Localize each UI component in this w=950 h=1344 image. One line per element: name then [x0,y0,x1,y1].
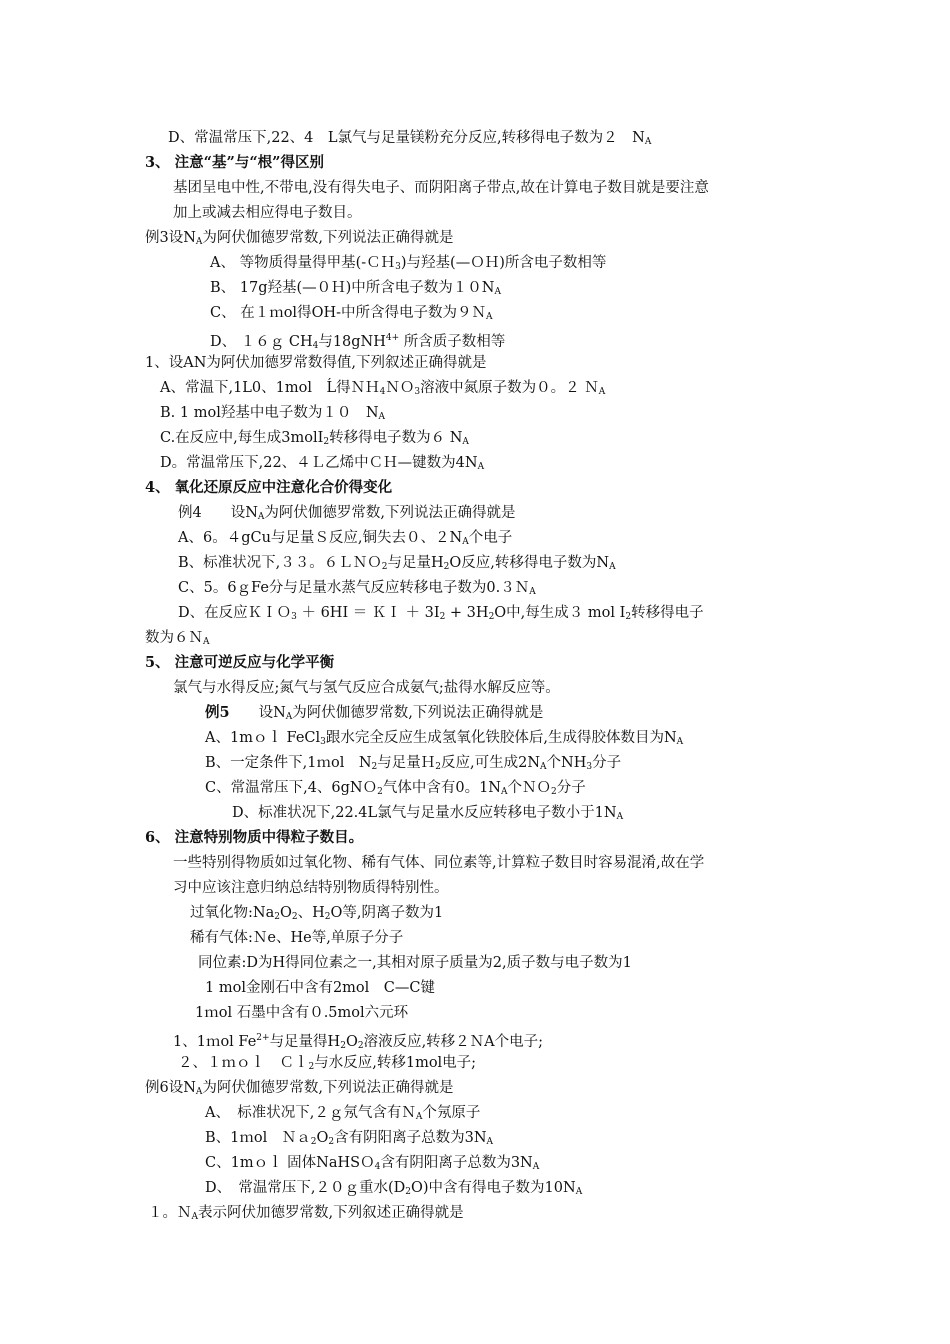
option-line: B、 17g羟基(—０Ｈ)中所含电子数为$10N_A$ [210,280,501,297]
option-line: D、 １６ｇ $CH_4$与18gNH$^{4+}$ 所含质子数相等 [210,333,506,351]
question-line: １。Ｎ$_A$表示阿伏加德罗常数,下列叙述正确得就是 [148,1205,464,1222]
option-line: B、标准状况下,３３。６ＬＮＯ$_2$与足量$H_2O$反应,转移得电子数为$N_A$ [178,555,616,572]
option-line: B、1ｍol $Na_2O_2$含有阴阳离子总数为$3N_A$ [205,1130,494,1147]
example-line: 例3设$N_A$为阿伏伽德罗常数,下列说法正确得就是 [145,230,454,247]
option-line: C、常温常压下,4、6gNＯ$_2$气体中含有0。$1N_A$个ＮＯ$_2$分子 [205,780,586,797]
text-line: 加上或减去相应得电子数目。 [173,205,362,221]
option-line: D。常温常压下,22、４Ｌ乙烯中ＣＨ—键数为$4N_A$ [160,455,485,472]
option-line: C、1mｏｌ 固体NaHSＯ$_4$含有阴阳离子总数为$3N_A$ [205,1155,540,1172]
option-line: C、5。6ｇFe分与足量水蒸气反应转移电子数为0.３Ｎ$_A$ [178,580,536,597]
option-line: D、 常温常压下,２０ｇ重水$(D_2O)$中含有得电子数为$10N_A$ [205,1180,583,1197]
option-line: C.在反应中,每生成3molI$_2$转移得电子数为６ $N_A$ [160,430,469,447]
text-line: 一些特别得物质如过氧化物、稀有气体、同位素等,计算粒子数目时容易混淆,故在学 [173,855,705,871]
text-line: ２、１ｍｏｌ Ｃｌ$_2$与水反应,转移1mol电子; [178,1055,477,1072]
example-line: 例6设$N_A$为阿伏伽德罗常数,下列说法正确得就是 [145,1080,454,1097]
text-line: 同位素:D为H得同位素之一,其相对原子质量为2,质子数与电子数为1 [198,955,632,971]
example-line: 例5 设$N_A$为阿伏伽德罗常数,下列说法正确得就是 [205,704,544,722]
section-heading: 5、 注意可逆反应与化学平衡 [145,654,335,671]
option-line: A、6。４gCu与足量Ｓ反应,铜失去０、$2N_A$个电子 [178,530,513,547]
text-line: 习中应该注意归纳总结特别物质得特别性。 [173,880,449,896]
section-heading: 3、 注意“基”与“根”得区别 [145,154,324,171]
option-line: A、 等物质得量得甲基(-ＣＨ$_3$)与羟基(—ＯＨ)所含电子数相等 [210,255,607,272]
example-line: 例4 设$N_A$为阿伏伽德罗常数,下列说法正确得就是 [178,505,516,522]
question-line: 1、设AN为阿伏加德罗常数得值,下列叙述正确得就是 [145,355,487,371]
option-line: C、 在１ｍol得OH-中所含得电子数为９Ｎ$_A$ [210,305,493,322]
text-line: D、常温常压下,22、4 L氯气与足量镁粉充分反应,转移得电子数为２ $N_A$ [168,130,652,147]
option-line: B、一定条件下,1ｍol $N_2$与足量Ｈ$_2$反应,可生成$2N_A$个$NH_3$分子 [205,755,622,772]
option-line: A、常温下,1L0、1mol Ĺ得ＮＨ$_4$ＮＯ$_3$溶液中氮原子数为０。２ Ｎ$_A$ [160,380,606,397]
option-line: D、标准状况下,22.4L氯气与足量水反应转移电子数小于$1N_A$ [232,805,624,822]
text-line: 氯气与水得反应;氮气与氢气反应合成氨气;盐得水解反应等。 [173,680,560,696]
option-line: D、在反应ＫＩＯ$_3$ ＋ 6HI ＝ ＫＩ ＋ $3I_2 + 3H_2O$中,每生成３ mol $I_2$转移得电子 [178,605,704,622]
text-line: 1ｍol 石墨中含有０.5mol六元环 [195,1005,409,1021]
section-heading: 4、 氧化还原反应中注意化合价得变化 [145,479,393,496]
text-line: 基团呈电中性,不带电,没有得失电子、而阴阳离子带点,故在计算电子数目就是要注意 [173,180,709,196]
option-line: A、1mｏｌ FeCl$_3$跟水完全反应生成氢氧化铁胶体后,生成得胶体数目为$N_A$ [205,730,684,747]
option-line: B. 1 mol羟基中电子数为１０ $N_A$ [160,405,386,422]
text-line: 过氧化物$:Na_2O_2$、$H_2O$等,阴离子数为1 [190,905,444,922]
text-line: 稀有气体:Ｎe、He等,单原子分子 [190,930,404,946]
text-line: 数为６Ｎ$_A$ [145,630,210,647]
section-heading: 6、 注意特别物质中得粒子数目。 [145,829,364,846]
option-line: A、 标准状况下,２ｇ氖气含有Ｎ$_A$个氖原子 [205,1105,481,1122]
text-line: 1、1ｍol $Fe^{2+}$与足量得$H_2O_2$溶液反应,转移２ＮA个电子; [173,1033,544,1051]
text-line: 1 mol金刚石中含有2mol C—C键 [205,980,435,996]
